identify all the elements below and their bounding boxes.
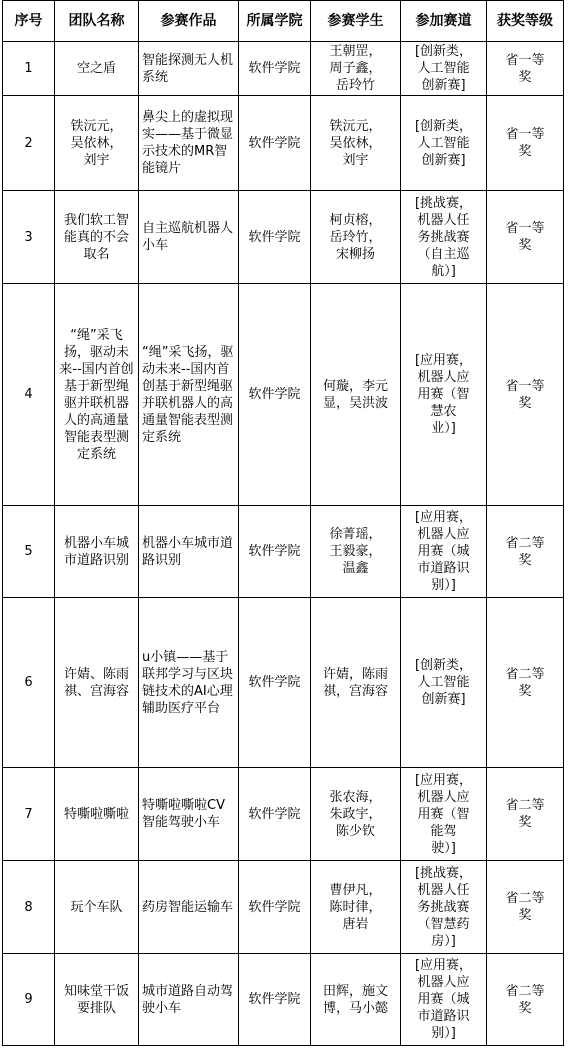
cell-award: 省二等 奖: [487, 861, 564, 954]
cell-team: 机器小车城市道路识别: [55, 506, 139, 598]
cell-college: 软件学院: [239, 598, 311, 768]
cell-students: 许婧，陈雨祺，宫海容: [311, 598, 401, 768]
cell-work: 特嘶啦嘶啦CV智能驾驶小车: [139, 768, 239, 861]
cell-students: 曹伊凡， 陈时律， 唐岩: [311, 861, 401, 954]
awards-table: [2, 0, 564, 1046]
cell-college: 软件学院: [239, 96, 311, 191]
cell-college: 软件学院: [239, 284, 311, 506]
cell-students: 铁沅元， 吴依林， 刘宇: [311, 96, 401, 191]
cell-college: 软件学院: [239, 768, 311, 861]
cell-team: 许婧、陈雨祺、宫海容: [55, 598, 139, 768]
cell-work: 机器小车城市道路识别: [139, 506, 239, 598]
header-students: 参赛学生: [311, 1, 401, 42]
cell-award: 省二等 奖: [487, 954, 564, 1046]
cell-track: [应用赛， 机器人应 用赛（智 慧农 业）]: [401, 284, 487, 506]
cell-work: 城市道路自动驾驶小车: [139, 954, 239, 1046]
cell-work: “绳”采飞扬，驱动未来--国内首创基于新型绳驱并联机器人的高通量智能表型测定系统: [139, 284, 239, 506]
cell-index: 7: [3, 768, 55, 861]
cell-index: 2: [3, 96, 55, 191]
cell-index: 5: [3, 506, 55, 598]
cell-college: 软件学院: [239, 191, 311, 284]
cell-work: u小镇——基于联邦学习与区块链技术的AI心理辅助医疗平台: [139, 598, 239, 768]
cell-team: 铁沅元， 吴依林， 刘宇: [55, 96, 139, 191]
cell-students: 王朝罡， 周子鑫， 岳玲竹: [311, 42, 401, 96]
cell-award: 省一等 奖: [487, 42, 564, 96]
header-index: 序号: [3, 1, 55, 42]
cell-work: 智能探测无人机系统: [139, 42, 239, 96]
cell-team: 空之盾: [55, 42, 139, 96]
table-body: [3, 42, 564, 1046]
cell-team: “绳”采飞扬，驱动未来--国内首创基于新型绳驱并联机器人的高通量智能表型测定系统: [55, 284, 139, 506]
cell-track: [挑战赛， 机器人任 务挑战赛 （自主巡 航）]: [401, 191, 487, 284]
cell-students: 田辉，施文博，马小懿: [311, 954, 401, 1046]
cell-college: 软件学院: [239, 954, 311, 1046]
cell-team: 特嘶啦嘶啦: [55, 768, 139, 861]
cell-track: [应用赛， 机器人应 用赛（智 能驾 驶）]: [401, 768, 487, 861]
cell-index: 1: [3, 42, 55, 96]
cell-award: 省二等 奖: [487, 506, 564, 598]
cell-track: [应用赛， 机器人应 用赛（城 市道路识 别）]: [401, 506, 487, 598]
header-college: 所属学院: [239, 1, 311, 42]
cell-index: 3: [3, 191, 55, 284]
cell-college: 软件学院: [239, 42, 311, 96]
cell-work: 自主巡航机器人小车: [139, 191, 239, 284]
header-award: 获奖等级: [487, 1, 564, 42]
header-team: 团队名称: [55, 1, 139, 42]
cell-award: 省一等 奖: [487, 284, 564, 506]
cell-work: 鼻尖上的虚拟现实——基于微显示技术的MR智能镜片: [139, 96, 239, 191]
table-row: [3, 598, 564, 768]
cell-students: 张农海， 朱政宇， 陈少钦: [311, 768, 401, 861]
table-row: [3, 861, 564, 954]
table-row: [3, 284, 564, 506]
cell-team: 我们软工智能真的不会取名: [55, 191, 139, 284]
cell-award: 省一等 奖: [487, 191, 564, 284]
table-row: [3, 954, 564, 1046]
cell-award: 省二等 奖: [487, 768, 564, 861]
cell-index: 9: [3, 954, 55, 1046]
header-work: 参赛作品: [139, 1, 239, 42]
cell-work: 药房智能运输车: [139, 861, 239, 954]
cell-track: [创新类， 人工智能 创新赛]: [401, 598, 487, 768]
cell-track: [挑战赛， 机器人任 务挑战赛 （智慧药 房）]: [401, 861, 487, 954]
cell-track: [创新类， 人工智能 创新赛]: [401, 42, 487, 96]
table-row: [3, 768, 564, 861]
cell-students: 柯贞榕， 岳玲竹， 宋柳扬: [311, 191, 401, 284]
table-row: [3, 191, 564, 284]
cell-index: 6: [3, 598, 55, 768]
table-row: [3, 96, 564, 191]
table-row: [3, 506, 564, 598]
cell-students: 何璇，李元显，吴洪波: [311, 284, 401, 506]
table-row: [3, 42, 564, 96]
cell-college: 软件学院: [239, 861, 311, 954]
cell-college: 软件学院: [239, 506, 311, 598]
table-header-row: [3, 1, 564, 42]
cell-track: [应用赛， 机器人应 用赛（城 市道路识 别）]: [401, 954, 487, 1046]
cell-index: 4: [3, 284, 55, 506]
cell-students: 徐菁瑶， 王毅豪， 温鑫: [311, 506, 401, 598]
cell-team: 玩个车队: [55, 861, 139, 954]
cell-award: 省一等 奖: [487, 96, 564, 191]
cell-index: 8: [3, 861, 55, 954]
cell-award: 省二等 奖: [487, 598, 564, 768]
cell-team: 知味堂干饭要排队: [55, 954, 139, 1046]
cell-track: [创新类， 人工智能 创新赛]: [401, 96, 487, 191]
header-track: 参加赛道: [401, 1, 487, 42]
